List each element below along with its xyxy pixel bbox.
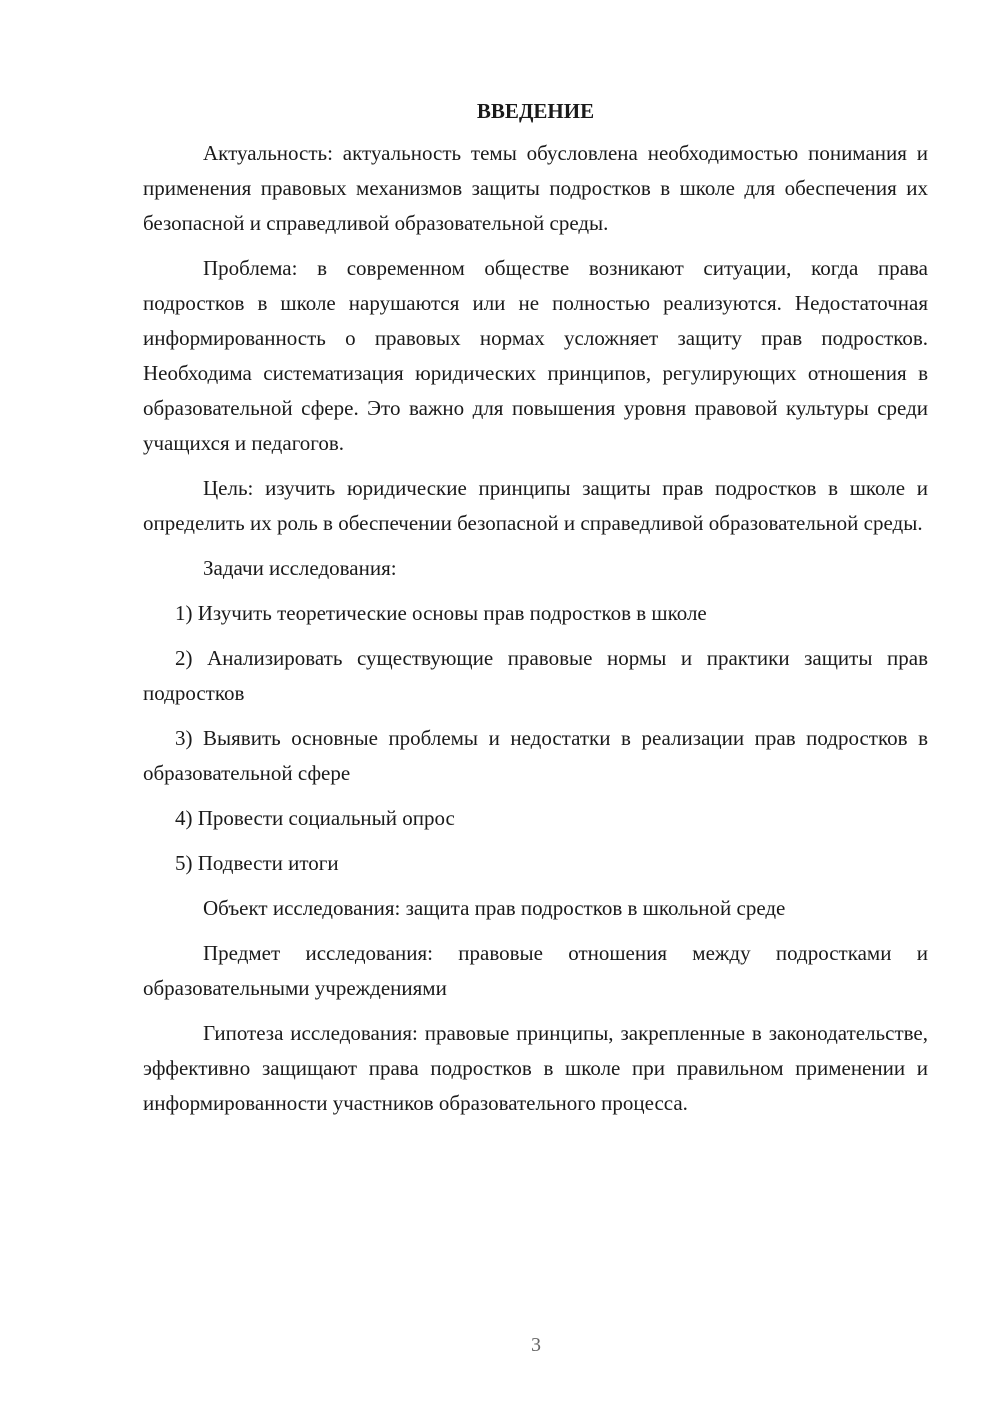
task-item-1: 1) Изучить теоретические основы прав подростков в школе	[175, 601, 707, 625]
document-page	[143, 96, 928, 1131]
hypothesis-paragraph: Гипотеза исследования: правовые принципы, закрепленные в законодательстве, эффективно защищают права подростков в школе при правильном применении и информированности участников образовательного процесса.	[143, 1021, 928, 1115]
relevance-paragraph: Актуальность: актуальность темы обусловлена необходимостью понимания и применения правовых механизмов защиты подростков в школе для обеспечения их безопасной и справедливой образовательной среды.	[143, 141, 928, 235]
task-item-3: 3) Выявить основные проблемы и недостатки в реализации прав подростков в образовательной сфере	[143, 726, 928, 785]
page-number: 3	[531, 1334, 541, 1356]
section-title: ВВЕДЕНИЕ	[476, 99, 595, 123]
task-item-2: 2) Анализировать существующие правовые нормы и практики защиты прав подростков	[143, 646, 928, 705]
tasks-heading: Задачи исследования:	[203, 556, 397, 580]
task-item-5: 5) Подвести итоги	[175, 851, 339, 875]
task-item-4: 4) Провести социальный опрос	[175, 806, 455, 830]
object-paragraph: Объект исследования: защита прав подростков в школьной среде	[203, 896, 786, 920]
subject-paragraph: Предмет исследования: правовые отношения между подростками и образовательными учреждениями	[143, 941, 928, 1000]
problem-paragraph: Проблема: в современном обществе возникают ситуации, когда права подростков в школе нарушаются или не полностью реализуются. Недостаточная информированность о правовых нормах усложняет защиту прав подростков. Необходима систематизация юридических принципов, регулирующих отношения в образовательной сфере. Это важно для повышения уровня правовой культуры среди учащихся и педагогов.	[143, 256, 928, 455]
goal-paragraph: Цель: изучить юридические принципы защиты прав подростков в школе и определить их роль в обеспечении безопасной и справедливой образовательной среды.	[143, 476, 928, 535]
